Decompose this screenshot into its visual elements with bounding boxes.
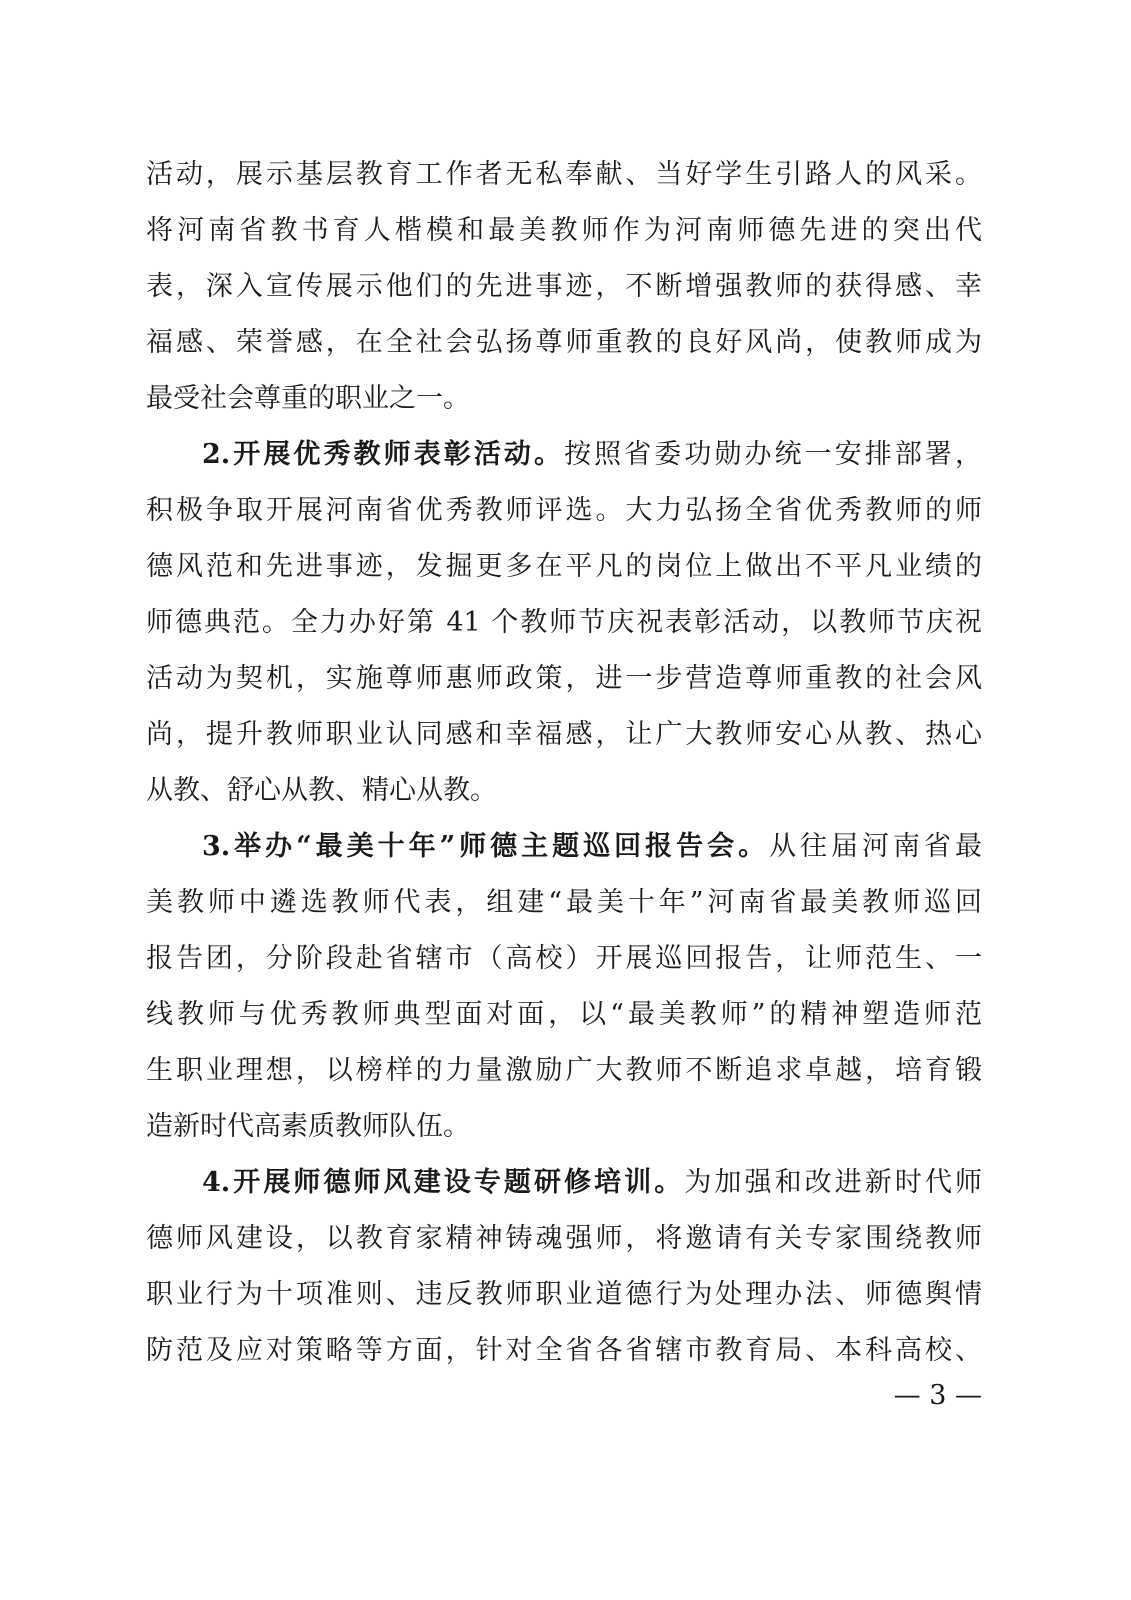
- section-heading-line: [146, 1155, 982, 1211]
- paragraph-line: 生职业理想，以榜样的力量激励广大教师不断追求卓越，培育锻: [146, 1055, 982, 1086]
- section-heading: 3.举办“最美十年”师德主题巡回报告会。: [202, 831, 770, 862]
- paragraph-line: 德师风建设，以教育家精神铸魂强师，将邀请有关专家围绕教师: [146, 1223, 982, 1254]
- paragraph-line: 表，深入宣传展示他们的先进事迹，不断增强教师的获得感、幸: [146, 271, 982, 302]
- paragraph-line: 积极争取开展河南省优秀教师评选。大力弘扬全省优秀教师的师: [146, 495, 982, 526]
- paragraph-line: 福感、荣誉感，在全社会弘扬尊师重教的良好风尚，使教师成为: [146, 327, 982, 358]
- paragraph-line: 活动为契机，实施尊师惠师政策，进一步营造尊师重教的社会风: [146, 663, 982, 694]
- section-text: 按照省委功勋办统一安排部署，: [564, 439, 982, 470]
- paragraph-line: 德风范和先进事迹，发掘更多在平凡的岗位上做出不平凡业绩的: [146, 551, 982, 582]
- section-heading: 4.开展师德师风建设专题研修培训。: [202, 1167, 685, 1198]
- section-heading-line: [146, 427, 982, 483]
- paragraph-line: 报告团，分阶段赴省辖市（高校）开展巡回报告，让师范生、一: [146, 943, 982, 974]
- paragraph-line: 美教师中遴选教师代表，组建“最美十年”河南省最美教师巡回: [146, 887, 982, 918]
- section-heading: 2.开展优秀教师表彰活动。: [202, 439, 565, 470]
- paragraph-line: 线教师与优秀教师典型面对面，以“最美教师”的精神塑造师范: [146, 999, 982, 1030]
- paragraph-line: 最受社会尊重的职业之一。: [146, 383, 470, 414]
- paragraph-line: 造新时代高素质教师队伍。: [146, 1111, 470, 1142]
- paragraph-line: 防范及应对策略等方面，针对全省各省辖市教育局、本科高校、: [146, 1335, 982, 1366]
- paragraph-line: 师德典范。全力办好第 41 个教师节庆祝表彰活动，以教师节庆祝: [146, 607, 982, 638]
- section-text: 从往届河南省最: [769, 831, 982, 862]
- paragraph-line: 职业行为十项准则、违反教师职业道德行为处理办法、师德舆情: [146, 1279, 982, 1310]
- paragraph-line: 活动，展示基层教育工作者无私奉献、当好学生引路人的风采。: [146, 159, 982, 190]
- section-text: 为加强和改进新时代师: [684, 1167, 982, 1198]
- paragraph-line: 从教、舒心从教、精心从教。: [146, 775, 497, 806]
- body-text: [146, 147, 982, 1379]
- section-heading-line: [146, 819, 982, 875]
- paragraph-line: 将河南省教书育人楷模和最美教师作为河南师德先进的突出代: [146, 215, 982, 246]
- page-number: — 3 —: [893, 1380, 982, 1411]
- paragraph-line: 尚，提升教师职业认同感和幸福感，让广大教师安心从教、热心: [146, 719, 982, 750]
